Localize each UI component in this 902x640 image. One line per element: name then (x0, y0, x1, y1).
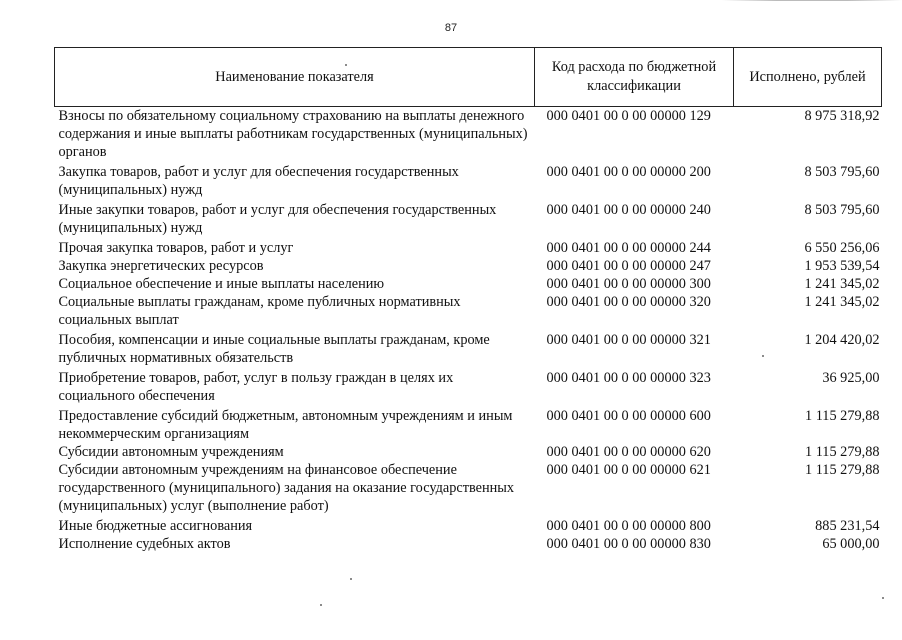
row-code: 000 0401 00 0 00 00000 300 (546, 276, 711, 292)
row-name: Пособия, компенсации и иные социальные выплаты гражданам, кроме публичных нормативных обязательств (58, 332, 490, 366)
table-row (55, 461, 882, 517)
table-row (55, 369, 882, 407)
scan-speck (762, 355, 764, 357)
row-amount: 1 953 539,54 (804, 258, 880, 274)
scan-speck (345, 64, 347, 66)
table-row (55, 163, 882, 201)
row-amount: 65 000,00 (822, 536, 880, 552)
row-code: 000 0401 00 0 00 00000 244 (546, 240, 711, 256)
row-name: Предоставление субсидий бюджетным, автономным учреждениям и иным некоммерческим организациям (58, 408, 513, 442)
table-header-row (55, 48, 882, 107)
row-code: 000 0401 00 0 00 00000 200 (546, 164, 711, 180)
table-row (55, 257, 882, 275)
scan-speck (320, 604, 322, 606)
row-amount: 1 115 279,88 (804, 444, 880, 460)
row-code: 000 0401 00 0 00 00000 240 (546, 202, 711, 218)
table-row (55, 107, 882, 164)
table-row (55, 293, 882, 331)
row-code: 000 0401 00 0 00 00000 620 (546, 444, 711, 460)
row-code: 000 0401 00 0 00 00000 320 (546, 294, 711, 310)
row-code: 000 0401 00 0 00 00000 323 (546, 370, 711, 386)
row-amount: 1 115 279,88 (804, 462, 880, 478)
header-indicator-name: Наименование показателя (55, 48, 535, 107)
row-amount: 8 503 795,60 (804, 202, 880, 218)
table-row (55, 331, 882, 369)
scan-speck (882, 597, 884, 599)
row-amount: 885 231,54 (815, 518, 880, 534)
table-row (55, 443, 882, 461)
row-name: Приобретение товаров, работ, услуг в пользу граждан в целях их социального обеспечения (58, 370, 454, 404)
page-number: 87 (444, 22, 458, 34)
row-amount: 6 550 256,06 (804, 240, 880, 256)
row-name: Исполнение судебных актов (58, 536, 231, 552)
row-name: Субсидии автономным учреждениям на финансовое обеспечение государственного (муниципального) задания на оказание государственных (муниципальных) услуг (выполнение работ) (58, 462, 515, 514)
row-code: 000 0401 00 0 00 00000 830 (546, 536, 711, 552)
row-amount: 36 925,00 (822, 370, 880, 386)
row-code: 000 0401 00 0 00 00000 129 (546, 108, 711, 124)
budget-expenditure-table (54, 47, 882, 553)
row-amount: 8 503 795,60 (804, 164, 880, 180)
row-amount: 1 241 345,02 (804, 294, 880, 310)
row-code: 000 0401 00 0 00 00000 321 (546, 332, 711, 348)
row-name: Прочая закупка товаров, работ и услуг (58, 240, 294, 256)
row-amount: 1 241 345,02 (804, 276, 880, 292)
row-name: Социальное обеспечение и иные выплаты населению (58, 276, 385, 292)
row-name: Субсидии автономным учреждениям (58, 444, 284, 460)
row-amount: 8 975 318,92 (804, 108, 880, 124)
row-code: 000 0401 00 0 00 00000 247 (546, 258, 711, 274)
row-amount: 1 204 420,02 (804, 332, 880, 348)
row-code: 000 0401 00 0 00 00000 621 (546, 462, 711, 478)
table-row (55, 239, 882, 257)
budget-table-container (54, 47, 881, 553)
table-row (55, 535, 882, 553)
row-name: Социальные выплаты гражданам, кроме публичных нормативных социальных выплат (58, 294, 461, 328)
header-amount-executed: Исполнено, рублей (734, 48, 882, 107)
table-row (55, 275, 882, 293)
row-name: Взносы по обязательному социальному страхованию на выплаты денежного содержания и иные выплаты работникам государственных (муниципальных) органов (58, 108, 528, 160)
row-code: 000 0401 00 0 00 00000 800 (546, 518, 711, 534)
header-budget-code: Код расхода по бюджетной классификации (535, 48, 734, 107)
table-row (55, 407, 882, 443)
scan-edge-line (722, 0, 902, 1)
table-row (55, 517, 882, 535)
row-name: Закупка энергетических ресурсов (58, 258, 264, 274)
scan-speck (350, 578, 352, 580)
table-row (55, 201, 882, 239)
row-name: Закупка товаров, работ и услуг для обеспечения государственных (муниципальных) нужд (58, 164, 459, 198)
row-amount: 1 115 279,88 (804, 408, 880, 424)
row-name: Иные закупки товаров, работ и услуг для обеспечения государственных (муниципальных) нужд (58, 202, 497, 236)
row-code: 000 0401 00 0 00 00000 600 (546, 408, 711, 424)
row-name: Иные бюджетные ассигнования (58, 518, 253, 534)
